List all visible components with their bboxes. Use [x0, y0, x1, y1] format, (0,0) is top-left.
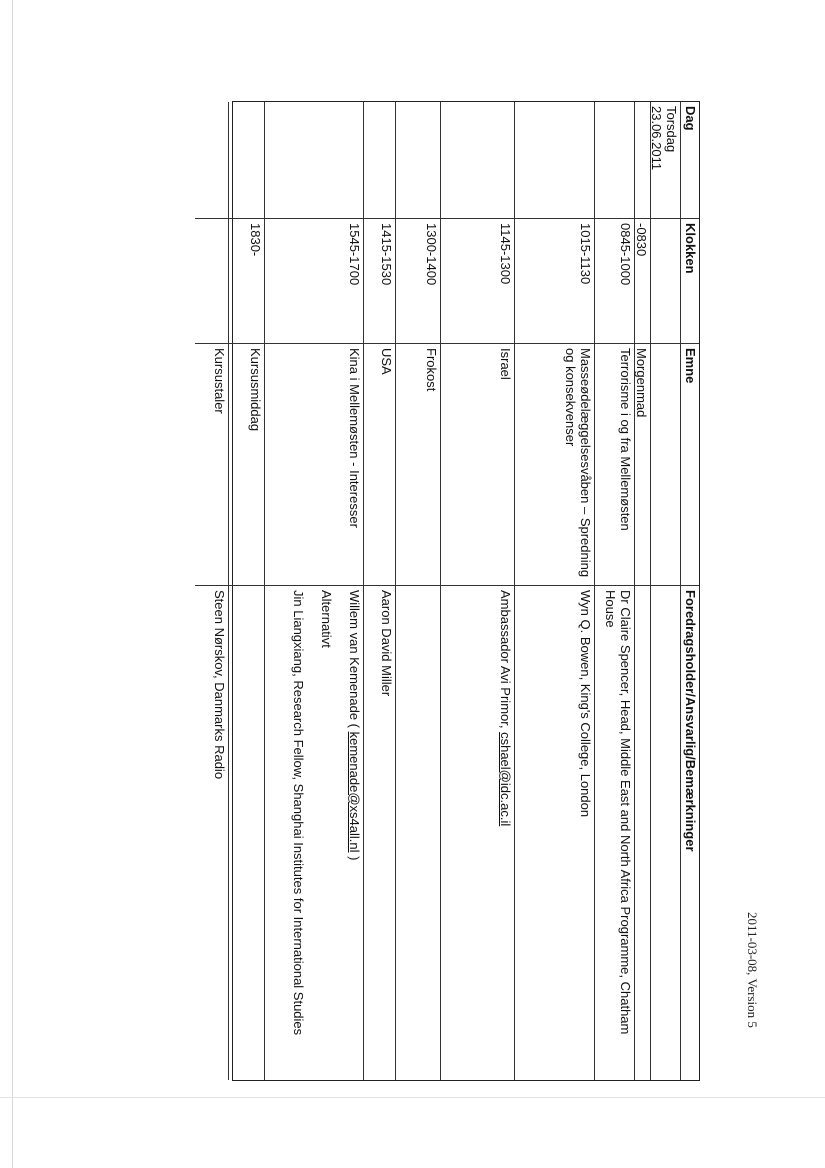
lecturer-cell: [635, 586, 650, 1078]
table-row: [395, 102, 440, 1080]
table-row: [195, 102, 228, 1080]
time-cell: 1545-1700: [265, 219, 363, 344]
column-header-subject: Emne: [681, 344, 699, 586]
lecturer-cell: [229, 586, 264, 1078]
day-cell: [396, 102, 440, 219]
column-header-lecturer: Foredragsholder/Ansvarlig/Bemærkninger: [683, 590, 698, 852]
subject-cell: USA: [364, 344, 395, 586]
lecturer-cell: [396, 586, 440, 1078]
day-cell: [364, 102, 395, 219]
lecturer-name: Ambassador Avi Primor,: [498, 590, 513, 733]
day-cell: [441, 102, 514, 219]
day-name: Torsdag: [664, 106, 679, 153]
email-link[interactable]: kemenade@xs4all.nl: [347, 731, 362, 853]
alternative-label: Alternativt: [319, 590, 334, 648]
lecturer-suffix: ): [347, 852, 362, 861]
lecturer-cell: Steen Nørskov, Danmarks Radio: [212, 590, 227, 780]
table-header-row: [680, 102, 699, 1080]
schedule-table: [212, 101, 700, 1081]
time-cell: 1300-1400: [396, 219, 440, 344]
alternative-lecturer: Jin Liangxiang, Research Fellow, Shanghai Institutes for International Studies: [291, 590, 306, 1036]
time-cell: 1415-1530: [364, 219, 395, 344]
table-row: [650, 102, 680, 1080]
day-cell: [515, 102, 594, 219]
lecturer-name: Willem van Kemenade (: [347, 590, 362, 732]
table-row: [634, 102, 650, 1080]
lecturer-line: [347, 590, 362, 1074]
table-row: [264, 102, 363, 1080]
column-header-day: Dag: [681, 102, 699, 219]
subject-cell: Masseødelæggelsesvåben – Spredning og konsekvenser: [515, 344, 594, 586]
table-row: [440, 102, 514, 1080]
day-cell: [265, 102, 363, 219]
day-cell: [635, 102, 650, 219]
subject-cell: Morgenmad: [635, 344, 650, 586]
lecturer-cell: [651, 586, 680, 1078]
time-cell: [195, 219, 228, 344]
time-cell: 1830-: [229, 219, 264, 344]
table-row: [514, 102, 594, 1080]
table-row: [228, 102, 264, 1080]
time-cell: [651, 219, 680, 344]
lecturer-cell: [441, 586, 514, 1078]
subject-cell: Kina i Mellemøsten - Interesser: [265, 344, 363, 586]
subject-cell: Israel: [441, 344, 514, 586]
lecturer-cell: Dr Claire Spencer, Head, Middle East and North Africa Programme, Chatham House: [603, 590, 633, 1035]
day-cell: [595, 102, 634, 219]
time-cell: 0845-1000: [595, 219, 634, 344]
version-stamp: 2011-03-08, Version 5: [745, 912, 760, 1028]
lecturer-cell: Wyn Q. Bowen, King's College, London: [578, 590, 593, 818]
subject-cell: Kursusmiddag: [229, 344, 264, 586]
email-link[interactable]: cshael@idc.ac.il: [498, 732, 513, 827]
lecturer-cell: Aaron David Miller: [379, 590, 394, 697]
day-cell: [229, 102, 264, 219]
scan-edge-line: [12, 0, 13, 1168]
day-cell: [195, 102, 228, 219]
lecturer-cell: [265, 586, 363, 1078]
subject-cell: Frokost: [396, 344, 440, 586]
subject-cell: [651, 344, 680, 586]
time-cell: 1015-1130: [515, 219, 594, 344]
column-header-time: Klokken: [681, 219, 699, 344]
subject-cell: Terrorisme i og fra Mellemøsten: [595, 344, 634, 586]
subject-cell: Kursustaler: [195, 344, 228, 586]
table-row: [363, 102, 395, 1080]
day-date: 23.06.2011: [649, 106, 664, 171]
time-cell: -0830: [635, 219, 650, 344]
day-cell: [651, 102, 680, 219]
time-cell: 1145-1300: [441, 219, 514, 344]
table-row: [594, 102, 634, 1080]
scan-fold-line: [0, 1097, 825, 1098]
